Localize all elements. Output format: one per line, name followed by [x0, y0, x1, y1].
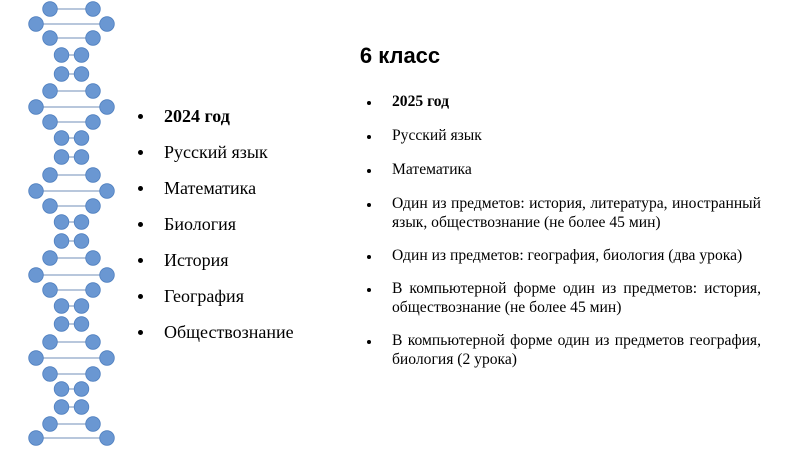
left-column-2024: [136, 103, 336, 355]
list-item: [364, 92, 761, 111]
subject-text: Биология: [164, 214, 237, 234]
subject-text: География: [164, 286, 244, 306]
list-item: [364, 126, 761, 145]
list-item: [364, 246, 761, 265]
list-item: [364, 194, 761, 232]
slide-title: 6 класс: [359, 43, 441, 68]
subject-text: В компьютерной форме один из предметов: история, обществознание (не более 45 мин): [392, 280, 761, 316]
list-item: [136, 103, 336, 139]
left-bullet-list: [136, 103, 336, 355]
list-item: [136, 139, 336, 175]
subject-text: Русский язык: [164, 142, 268, 162]
subject-text: Обществознание: [164, 322, 294, 342]
subject-text: Один из предметов: география, биология (два урока): [392, 247, 743, 264]
dna-helix-decoration: [0, 0, 130, 450]
right-bullet-list: [364, 92, 761, 369]
list-item: [136, 175, 336, 211]
subject-text: Математика: [164, 178, 257, 198]
subject-text: Русский язык: [392, 127, 482, 144]
list-item: [364, 160, 761, 179]
subject-text: В компьютерной форме один из предметов география, биология (2 урока): [392, 332, 761, 368]
list-item: [136, 211, 336, 247]
list-item: [364, 279, 761, 317]
year-heading: 2025 год: [392, 93, 450, 110]
list-item: [136, 247, 336, 283]
subject-text: Математика: [392, 161, 472, 178]
list-item: [136, 319, 336, 355]
list-item: [136, 283, 336, 319]
subject-text: Один из предметов: история, литература, иностранный язык, обществознание (не более 45 мин): [392, 195, 761, 231]
year-heading: 2024 год: [164, 106, 230, 126]
subject-text: История: [164, 250, 229, 270]
list-item: [364, 331, 761, 369]
right-column-2025: [364, 92, 761, 383]
